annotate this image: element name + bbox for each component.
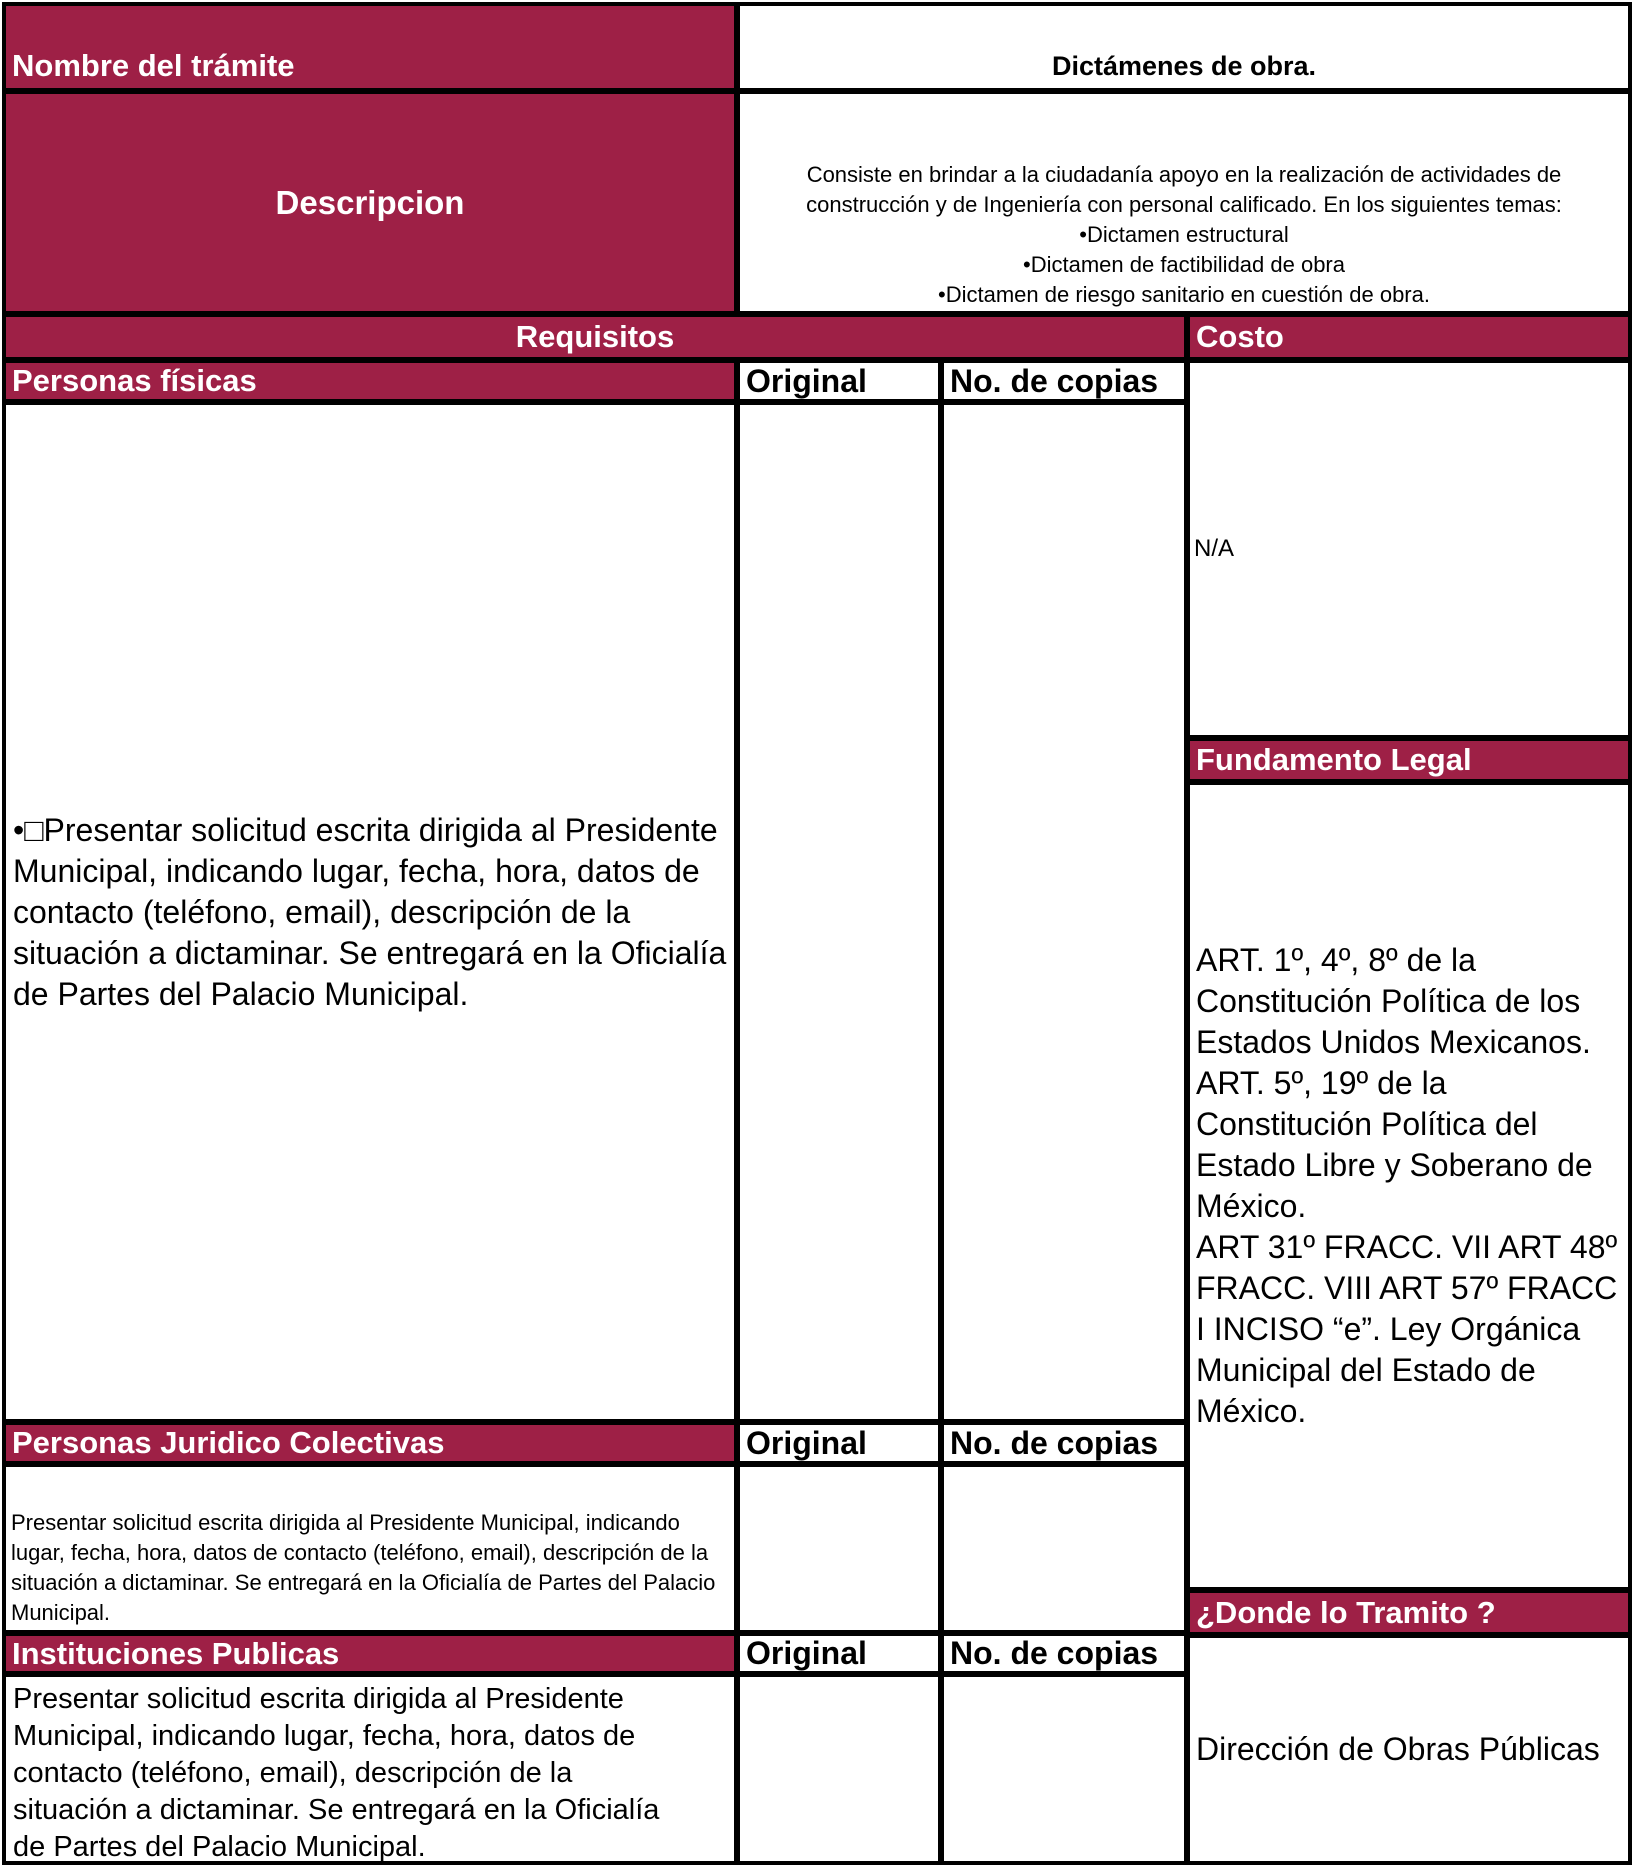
descripcion-value-cell: [736, 90, 1632, 315]
descripcion-label-cell: [2, 90, 738, 315]
instituciones-original-header: [736, 1632, 942, 1675]
colectivas-original-cell: [736, 1463, 942, 1634]
requisitos-title: Requisitos: [515, 319, 675, 354]
fundamento-paragraph: ART 31º FRACC. VII ART 48º FRACC. VIII ART 57º FRACC I INCISO “e”. Ley Orgánica Municipal del Estado de México.: [1196, 1229, 1618, 1429]
descripcion-label: Descripcion: [275, 183, 465, 221]
descripcion-item: •Dictamen de riesgo sanitario en cuestión de obra.: [938, 282, 1430, 307]
fundamento-label: Fundamento Legal: [1196, 742, 1472, 777]
colectivas-header: [2, 1421, 738, 1465]
descripcion-intro: Consiste en brindar a la ciudadanía apoyo en la realización de actividades de construcción y de Ingeniería con personal calificado. En los siguientes temas:: [806, 162, 1562, 217]
costo-value-cell: [1186, 359, 1632, 739]
fundamento-paragraph: ART. 5º, 19º de la Constitución Política del Estado Libre y Soberano de México.: [1196, 1065, 1593, 1224]
fundamento-header: [1186, 737, 1632, 783]
costo-header: [1186, 313, 1632, 361]
donde-header: [1186, 1589, 1632, 1636]
fisicas-original-header: [736, 359, 942, 403]
fisicas-text: •□Presentar solicitud escrita dirigida al Presidente Municipal, indicando lugar, fecha, hora, datos de contacto (teléfono, email), descripción de la situación a dictaminar. Se entregará en la Oficialía de Partes del Palacio Municipal.: [13, 811, 727, 1012]
donde-label: ¿Donde lo Tramito ?: [1196, 1594, 1496, 1630]
copias-label: No. de copias: [950, 1635, 1159, 1671]
fundamento-value-cell: [1186, 781, 1632, 1591]
colectivas-label: Personas Juridico Colectivas: [12, 1425, 445, 1460]
copias-label: No. de copias: [950, 362, 1159, 399]
instituciones-copias-cell: [940, 1673, 1188, 1865]
instituciones-header: [2, 1632, 738, 1675]
donde-value-cell: [1186, 1634, 1632, 1865]
costo-value: N/A: [1194, 535, 1235, 562]
instituciones-text-cell: [2, 1673, 738, 1865]
fisicas-header: [2, 359, 738, 403]
original-label: Original: [746, 1424, 867, 1461]
colectivas-copias-header: [940, 1421, 1188, 1465]
requisitos-header: [2, 313, 1188, 361]
original-label: Original: [746, 362, 867, 399]
original-label: Original: [746, 1635, 867, 1671]
nombre-label-cell: [2, 2, 738, 92]
colectivas-original-header: [736, 1421, 942, 1465]
instituciones-copias-header: [940, 1632, 1188, 1675]
instituciones-original-cell: [736, 1673, 942, 1865]
fisicas-copias-header: [940, 359, 1188, 403]
copias-label: No. de copias: [950, 1424, 1159, 1461]
fisicas-copias-cell: [940, 401, 1188, 1423]
colectivas-copias-cell: [940, 1463, 1188, 1634]
nombre-value: Dictámenes de obra.: [1051, 51, 1317, 81]
fisicas-text-cell: [2, 401, 738, 1423]
descripcion-item: •Dictamen de factibilidad de obra: [1023, 252, 1345, 277]
instituciones-label: Instituciones Publicas: [12, 1635, 340, 1671]
colectivas-text: Presentar solicitud escrita dirigida al Presidente Municipal, indicando lugar, fecha, hora, datos de contacto (teléfono, email), descripción de la situación a dictaminar. Se entregará en la Oficialía de Partes del Palacio Municipal.: [11, 1510, 716, 1625]
nombre-value-cell: [736, 2, 1632, 92]
fisicas-original-cell: [736, 401, 942, 1423]
fundamento-paragraph: ART. 1º, 4º, 8º de la Constitución Política de los Estados Unidos Mexicanos.: [1196, 942, 1591, 1060]
costo-label: Costo: [1196, 319, 1284, 354]
instituciones-text: Presentar solicitud escrita dirigida al Presidente Municipal, indicando lugar, fecha, hora, datos de contacto (teléfono, email), descripción de la situación a dictaminar. Se entregará en la Oficialía de Partes del Palacio Municipal.: [13, 1683, 660, 1863]
fisicas-label: Personas físicas: [12, 363, 257, 398]
descripcion-item: •Dictamen estructural: [1079, 222, 1289, 247]
colectivas-text-cell: [2, 1463, 738, 1634]
nombre-label: Nombre del trámite: [12, 48, 295, 83]
donde-value: Dirección de Obras Públicas: [1196, 1731, 1600, 1767]
